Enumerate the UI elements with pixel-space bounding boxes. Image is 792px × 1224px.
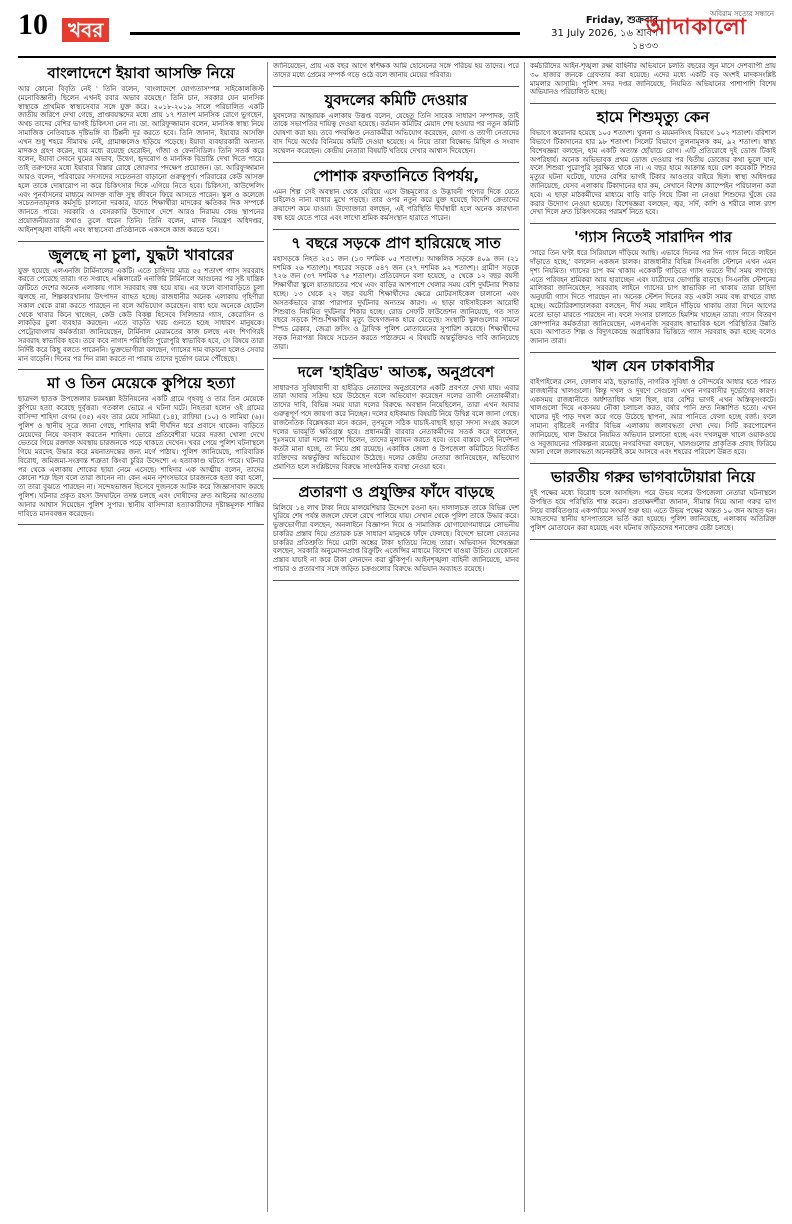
news-article [273,91,519,156]
page-number: 10 [18,8,48,41]
newspaper-logo [646,10,776,46]
article-divider [530,103,776,104]
article-headline[interactable]: মা ও তিন মেয়েকে কুপিয়ে হত্যা [47,374,235,393]
article-body: সাধারণত সুবিধাবাদী বা হাইব্রিড নেতাদের অনুপ্রবেশের একটি প্রবণতা দেখা যায়। এবার তারা আবার সক্রিয় হয়ে উঠেছেন বলে অভিযোগ করেছেন দলের ত্যাগী নেতাকর্মীরা। তাদের দাবি, বিভিন্ন সময় যারা দলের বিরুদ্ধে অবস্থান নিয়েছিলেন, তারা এখন আবার গুরুত্বপূর্ণ পদে জায়গা করে নিচ্ছেন। দলের হাইকমান্ড বিষয়টি নিয়ে উদ্বিগ্ন বলে জানা গেছে। রাজনৈতিক বিশ্লেষকরা মনে করেন, তৃণমূলে সঠিক যাচাই-বাছাই ছাড়া সদস্য সংগ্রহ করলে দলের ভাবমূর্তি ক্ষতিগ্রস্ত হবে। প্রধানমন্ত্রী বারবার নেতাকর্মীদের সতর্ক করে বলেছেন, দুঃসময়ে যারা দলের পাশে ছিলেন, তাদের মূল্যায়ন করতে হবে। তবে বাস্তবে সেই নির্দেশনা কতটা মানা হচ্ছে, তা নিয়ে প্রশ্ন রয়েছে। একাধিক জেলা ও উপজেলা কমিটিতে বিতর্কিত ব্যক্তিদের অন্তর্ভুক্তির অভিযোগ উঠেছে। দলের কেন্দ্রীয় নেতারা জানিয়েছেন, অভিযোগ প্রমাণিত হলে সংশ্লিষ্টদের বিরুদ্ধে সাংগঠনিক ব্যবস্থা নেওয়া হবে। [273,383,519,471]
section-title: খবর [62,18,109,42]
article-divider [273,358,519,359]
news-article [530,468,776,533]
article-headline[interactable]: বাংলাদেশে ইয়াবা আসক্তি নিয়ে [47,64,235,82]
column-1 [18,62,264,1212]
article-divider [530,352,776,353]
article-headline[interactable]: ভারতীয় গরুর ভাগবাটোয়ারা নিয়ে [551,468,755,487]
column-2 [273,62,519,1212]
article-divider [530,223,776,224]
article-body: বাইপাইলের লেন, ফোলাব মাঠ, ছড়াভাড়ি, নাগরিক সুবিধা ও সৌন্দর্যের আধার হতে পারত রাজধানীর খালগুলো। কিন্তু দখল ও দূষণে সেগুলো এখন নগরবাসীর দুর্ভোগের কারণ। একসময় রাজধানীতে অর্ধশতাধিক খাল ছিল, যার বেশির ভাগই এখন অস্তিত্বসংকটে। খালগুলো দিয়ে একসময় নৌকা চলাচল করত, বর্ষার পানি দ্রুত নিষ্কাশিত হতো। এখন খালের দুই পাড় দখল করে গড়ে উঠেছে স্থাপনা, আর পানিতে ফেলা হচ্ছে বর্জ্য। ফলে সামান্য বৃষ্টিতেই নগরীর বিভিন্ন এলাকায় জলাবদ্ধতা দেখা দেয়। সিটি করপোরেশন জানিয়েছে, খাল উদ্ধারে নিয়মিত অভিযান চালানো হচ্ছে এবং দখলমুক্ত খালে ওয়াকওয়ে ও সবুজায়নের পরিকল্পনা রয়েছে। নগরবিদরা বলছেন, খালগুলোর প্রাকৃতিক প্রবাহ ফিরিয়ে আনা গেলে জলাবদ্ধতা অনেকটাই কমে আসবে এবং শহরের পরিবেশ উন্নত হবে। [530,377,776,457]
masthead-divider [18,56,776,58]
article-divider [18,524,264,525]
news-article [273,167,519,223]
issue-date: 31 July 2026, ১৬ শ্রাবণ ১৪৩৩ [551,28,658,52]
article-divider [273,162,519,163]
article-headline[interactable]: হামে শিশুমৃত্যু কেন [596,108,710,127]
article-body: মহাসড়কে নিহত ২৫১ জন (১৩ দশমিক ০৫ শতাংশ)। আঞ্চলিক সড়কে ৪০৯ জন (২১ দশমিক ২৬ শতাংশ)। শহরের সড়কে ৫৪৭ জন (২৭ দশমিক ৯২ শতাংশ)। গ্রামীণ সড়কে ৭২৬ জন (৩৭ দশমিক ৭৫ শতাংশ)। প্রতিবেদনে বলা হয়েছে, ৫ থেকে ১২ বছর বয়সী শিক্ষার্থীরা স্কুলে যাতায়াতের পথে এবং বাড়ির আশপাশে খেলার সময় বেশি দুর্ঘটনার শিকার হচ্ছে। ১৩ থেকে ২২ বছর বয়সী শিক্ষার্থীদের ক্ষেত্রে মোটরসাইকেল চালানো এবং অসতর্কভাবে রাস্তা পারাপার দুর্ঘটনার অন্যতম কারণ। এ ছাড়া বাইসাইকেল আরোহী শিশুরাও নিয়মিত দুর্ঘটনার শিকার হচ্ছে। রোড সেফটি ফাউন্ডেশন জানিয়েছে, গত সাত বছরে সড়কে শিশু-শিক্ষার্থীর মৃত্যু উদ্বেগজনক হারে বেড়েছে। সংস্থাটি স্কুলগুলোর সামনে স্পিড ব্রেকার, জেব্রা ক্রসিং ও ট্রাফিক পুলিশ মোতায়েনের সুপারিশ করেছে। শিক্ষার্থীদের সড়ক নিরাপত্তা বিষয়ে সচেতন করতে পাঠ্যক্রমে এ বিষয়টি অন্তর্ভুক্তিরও দাবি জানিয়েছে তারা। [273,254,519,351]
article-body: কর্মচারীদের আইন-শৃঙ্খলা রক্ষা বাহিনীর অভিযানে চলতি বছরের জুন মাসে দেশব্যাপী প্রায় ৩০ হাজার জনকে গ্রেফতার করা হয়েছে। এদের মধ্যে একটি বড় অংশই মাদকসংশ্লিষ্ট মামলার আসামি। পুলিশ সদর দপ্তর জানিয়েছে, নিয়মিত অভিযানের পাশাপাশি বিশেষ অভিযানও পরিচালিত হচ্ছে। [530,62,776,97]
news-article [530,108,776,217]
article-headline[interactable]: 'গ্যাস নিতেই সারাদিন পার [574,228,732,247]
article-headline[interactable]: প্রতারণা ও প্রযুক্তির ফাঁদে বাড়ছে [298,482,494,501]
column-divider [267,62,268,1212]
article-divider [18,241,264,242]
article-headline[interactable]: ৭ বছরে সড়কে প্রাণ হারিয়েছে সাত [291,233,501,252]
logo-tagline: অবিরাম সত্যের সন্ধানে [710,10,774,18]
article-divider [273,229,519,230]
article-body: যুক্ত হয়েছে এলএনজি টার্মিনালের একটি। এতে চাহিদার মাত্র ৫৫ শতাংশ গ্যাস সরবরাহ করতে পেরেছে তারা। গত সপ্তাহে এক্সিলারেট এনার্জির টার্মিনালে আগুনের পর সৃষ্ট যান্ত্রিক ত্রুটিতে দেশের অনেক এলাকায় গ্যাস সরবরাহ বন্ধ হয়ে যায়। এর ফলে বাসাবাড়িতে চুলা জ্বলছে না, শিল্পকারখানায় উৎপাদন ব্যাহত হচ্ছে। রাজধানীর অনেক এলাকায় গৃহিণীরা সকাল থেকে রান্না করতে পারছেন না বলে অভিযোগ করেছেন। বাধ্য হয়ে অনেকে হোটেল থেকে খাবার কিনে খাচ্ছেন, কেউ কেউ বিকল্প হিসেবে সিলিন্ডার গ্যাস, কেরোসিন ও লাকড়ির চুলা ব্যবহার করছেন। এতে বাড়তি খরচ গুনতে হচ্ছে সাধারণ মানুষকে। পেট্রোবাংলার কর্মকর্তারা জানিয়েছেন, টার্মিনাল মেরামতের কাজ চলছে এবং শিগগিরই সরবরাহ স্বাভাবিক হবে। তবে কবে নাগাদ পরিস্থিতি পুরোপুরি স্বাভাবিক হবে, সে বিষয়ে তারা নির্দিষ্ট করে কিছু বলতে পারেননি। ভুক্তভোগীরা বলছেন, গ্যাসের দাম বাড়ানো হলেও সেবার মান বাড়েনি। দিনের পর দিন রান্না করতে না পারায় তাদের দুর্ভোগ চরমে পৌঁছেছে। [18,266,264,363]
news-article [530,62,776,97]
column-divider [524,62,525,1212]
masthead-rule [130,32,520,35]
news-article [273,483,519,574]
issue-day: Friday, শুক্রবার [585,15,658,26]
article-divider [530,539,776,540]
article-divider [530,463,776,464]
news-article [530,228,776,346]
article-divider [273,86,519,87]
article-headline[interactable]: জুলছে না চুলা, যুদ্ধটা খাবারের [48,245,234,264]
article-headline[interactable]: দলে 'হাইব্রিড' আতঙ্ক, অনুপ্রবেশ [297,362,495,381]
masthead [18,6,776,56]
article-body: এমন শিল্প সেই অবস্থান থেকে বেরিয়ে এসে উচ্চমূল্যের ও উদ্ভাবনী পণ্যের দিকে যেতে চাইলেও নানা বাধার মুখে পড়ছে। তার ওপর নতুন করে যুক্ত হয়েছে বিদেশি ক্রেতাদের ক্রয়াদেশ কমে যাওয়া। উদ্যোক্তারা বলছেন, এই পরিস্থিতি দীর্ঘস্থায়ী হলে অনেক কারখানা বন্ধ হয়ে যেতে পারে এবং লাখো শ্রমিক কর্মসংস্থান হারাতে পারেন। [273,187,519,222]
article-body: দুই পক্ষের মধ্যে বিরোধ চলে আসছিল। পরে উভয় দলের উপজেলা নেতারা ঘটনাস্থলে উপস্থিত হয়ে পরিস্থিতি শান্ত করেন। প্রত্যক্ষদর্শীরা জানান, সীমান্ত দিয়ে আনা গরুর ভাগ নিয়ে বাকবিতণ্ডার একপর্যায়ে সংঘর্ষ শুরু হয়। এতে উভয় পক্ষের অন্তত ১০ জন আহত হন। আহতদের স্থানীয় হাসপাতালে ভর্তি করা হয়েছে। পুলিশ জানিয়েছে, এলাকায় অতিরিক্ত পুলিশ মোতায়েন করা হয়েছে এবং ঘটনায় জড়িতদের শনাক্তের চেষ্টা চলছে। [530,489,776,533]
column-3 [530,62,776,1212]
news-article [18,374,264,518]
article-body: ছাত্রদল ছাতক উপজেলার চরমহল্লা ইউনিয়নের একটি গ্রামে গৃহবধূ ও তার তিন মেয়েকে কুপিয়ে হত্যা করেছে দুর্বৃত্তরা। গতকাল ভোরে এ ঘটনা ঘটে। নিহতরা হলেন ওই গ্রামের বাসিন্দা শাহিদা বেগম (৩৫) এবং তার মেয়ে সামিয়া (১৪), রাফিয়া (১০) ও লামিয়া (৬)। পুলিশ ও স্থানীয় সূত্রে জানা গেছে, শাহিদার স্বামী দীর্ঘদিন ধরে প্রবাসে থাকেন। বাড়িতে মেয়েদের নিয়ে বসবাস করতেন শাহিদা। ভোরে প্রতিবেশীরা ঘরের দরজা খোলা দেখে ভেতরে গিয়ে রক্তাক্ত অবস্থায় চারজনকে পড়ে থাকতে দেখেন। খবর পেয়ে পুলিশ ঘটনাস্থলে গিয়ে মরদেহ উদ্ধার করে ময়নাতদন্তের জন্য মর্গে পাঠায়। পুলিশ জানিয়েছে, পারিবারিক বিরোধ, জমিজমা-সংক্রান্ত শত্রুতা কিংবা চুরির উদ্দেশ্যে এ হত্যাকাণ্ড ঘটতে পারে। ঘটনার পর থেকে এলাকায় শোকের ছায়া নেমে এসেছে। শাহিদার এক আত্মীয় বলেন, তাদের কোনো শত্রু ছিল বলে তারা জানেন না। কেন এমন নৃশংসভাবে চারজনকে হত্যা করা হলো, তা তারা বুঝতে পারছেন না। সন্দেহভাজন হিসেবে দুজনকে আটক করে জিজ্ঞাসাবাদ করছে পুলিশ। ঘটনার প্রকৃত রহস্য উদঘাটনে তদন্ত চলছে এবং দোষীদের দ্রুত আইনের আওতায় আনার আশ্বাস দিয়েছেন পুলিশ সুপার। স্থানীয় বাসিন্দারা হত্যাকারীদের দৃষ্টান্তমূলক শাস্তির দাবিতে মানববন্ধন করেছেন। [18,395,264,518]
article-body: বিভাগে করোনার হয়েছে ১০৫ শতাংশ। খুলনা ও ময়মনসিংহ বিভাগে ১০২ শতাংশ। বরিশাল বিভাগে টিকাদানের হার ৯৮ শতাংশ। সিলেট বিভাগে তুলনামূলক কম, ৯২ শতাংশ। স্বাস্থ্য বিশেষজ্ঞরা বলছেন, হাম একটি অত্যন্ত ছোঁয়াচে রোগ। এটি প্রতিরোধে দুই ডোজ টিকাই অপরিহার্য। অনেক অভিভাবক প্রথম ডোজ দেওয়ার পর দ্বিতীয় ডোজের কথা ভুলে যান, ফলে শিশুরা পুরোপুরি সুরক্ষিত থাকে না। এ বছর হামে আক্রান্ত হয়ে বেশ কয়েকটি শিশুর মৃত্যুর ঘটনা ঘটেছে, যাদের বেশির ভাগই টিকার আওতার বাইরে ছিল। স্বাস্থ্য অধিদপ্তর জানিয়েছে, যেসব এলাকায় টিকাদানের হার কম, সেখানে বিশেষ ক্যাম্পেইন পরিচালনা করা হবে। এ ছাড়া মাঠকর্মীদের মাধ্যমে বাড়ি বাড়ি গিয়ে টিকা না নেওয়া শিশুদের খুঁজে বের করার উদ্যোগ নেওয়া হয়েছে। বিশেষজ্ঞরা বলছেন, জ্বর, সর্দি, কাশি ও শরীরে লাল র‍্যাশ দেখা দিলে দ্রুত চিকিৎসকের পরামর্শ নিতে হবে। [530,129,776,217]
news-article [18,64,264,235]
dateline [538,14,658,53]
article-body: আর কোনো বিবৃতি নেই ' তিনি বলেন, 'বাংলাদেশে যোগ্যতাসম্পন্ন সাইকোলজিস্ট (মনোবিজ্ঞানী) ছিলেন এখনই রবার অভাব রয়েছে।' তিনি চান, সরকার যেন মানসিক স্বাস্থ্যকে প্রাথমিক স্বাস্থ্যসেবার সঙ্গে যুক্ত করে। ২০১৮-২০১৯ সালে পরিচালিত একটি জাতীয় জরিপে দেখা গেছে, প্রাপ্তবয়স্কদের মধ্যে প্রায় ১৭ শতাংশ মানসিক রোগে ভুগছেন, অথচ তাদের বেশির ভাগই চিকিৎসা নেন না। ডা. আরিফুজ্জামান বলেন, মানসিক স্বাস্থ্য নিয়ে সামাজিক নেতিবাচক দৃষ্টিভঙ্গি বা টিপ্পনী দূর করতে হবে। তিনি জানান, ইয়াবার আসক্তি এখন শুধু শহরে সীমাবদ্ধ নেই, গ্রামাঞ্চলেও ছড়িয়ে পড়েছে। ইয়াবা ব্যবহারকারী অন্যান্য মাদকও গ্রহণ করেন, যার মধ্যে রয়েছে হেরোইন, গাঁজা ও ফেনসিডিল। তিনি সতর্ক করে বলেন, ইয়াবা সেবনে ঘুমের অভাব, উদ্বেগ, হৃদরোগ ও মানসিক বিভ্রান্তি দেখা দিতে পারে। তাই তরুণদের মধ্যে ইয়াবার বিস্তার রোধে জোরদার পদক্ষেপ প্রয়োজন। ডা. আরিফুজ্জামান আরও বলেন, পরিবারের সদস্যদের সচেতনতা বাড়ানো গুরুত্বপূর্ণ। পরিবারের কেউ আসক্ত হলে তাকে দোষারোপ না করে চিকিৎসার দিকে এগিয়ে নিতে হবে। চিকিৎসা, কাউন্সেলিং এবং পুনর্বাসনের মাধ্যমে আসক্ত ব্যক্তি সুস্থ জীবনে ফিরে আসতে পারেন। স্কুল ও কলেজে সচেতনতামূলক কর্মসূচি চালানো দরকার, যাতে শিক্ষার্থীরা মাদকের ক্ষতিকর দিক সম্পর্কে জানতে পারে। সরকারি ও বেসরকারি উদ্যোগে দেশে আরও নিরাময় কেন্দ্র স্থাপনের প্রয়োজনীয়তার কথাও তুলে ধরেন তিনি। তিনি বলেন, মাদক নিয়ন্ত্রণ অধিদপ্তর, আইনশৃঙ্খলা বাহিনী এবং স্বাস্থ্যসেবা প্রতিষ্ঠানকে একসঙ্গে কাজ করতে হবে। [18,85,264,234]
news-article [18,246,264,364]
news-article [273,234,519,352]
article-headline[interactable]: খাল যেন ঢাকাবাসীর [591,356,715,375]
article-headline[interactable]: পোশাক রফতানিতে বিপর্যয়, [312,166,480,185]
article-divider [273,580,519,581]
article-body: মিলিয়ে ১৪ লাখ টাকা নিয়ে মালয়েশিয়ার উদ্দেশে রওনা হন। দালালচক্র তাকে বিভিন্ন দেশ ঘুরিয়ে শেষ পর্যন্ত জঙ্গলে ফেলে রেখে পালিয়ে যায়। সেখান থেকে পুলিশ তাকে উদ্ধার করে। ভুক্তভোগীরা বলছেন, অনলাইনে বিজ্ঞাপন দিয়ে ও সামাজিক যোগাযোগমাধ্যমে লোভনীয় চাকরির প্রস্তাব দিয়ে প্রতারক চক্র সাধারণ মানুষকে ফাঁদে ফেলছে। বিদেশে ভালো বেতনের চাকরির প্রতিশ্রুতি দিয়ে মোটা অঙ্কের টাকা হাতিয়ে নিচ্ছে তারা। অভিবাসন বিশেষজ্ঞরা বলছেন, সরকারি অনুমোদনপ্রাপ্ত রিক্রুটিং এজেন্সির মাধ্যমে বিদেশে যাওয়া উচিত। যেকোনো প্রস্তাব যাচাই না করে টাকা লেনদেন করা ঝুঁকিপূর্ণ। আইনশৃঙ্খলা বাহিনী জানিয়েছে, মানব পাচার ও প্রতারণার সঙ্গে জড়িত চক্রগুলোর বিরুদ্ধে অভিযান অব্যাহত রয়েছে। [273,503,519,574]
news-article [530,357,776,457]
article-headline[interactable]: যুবদলের কমিটি দেওয়ার [324,90,468,109]
article-divider [273,478,519,479]
article-divider [18,369,264,370]
news-article [273,62,519,80]
article-body: যুবদলের আহ্বায়ক এলাকায় উত্তপ্ত বলেন, যেহেতু তিনি সাবেক সাধারণ সম্পাদক, তাই তাকে সভাপতির দায়িত্ব দেওয়া হয়েছে। বর্তমান কমিটির মেয়াদ শেষ হওয়ার পর নতুন কমিটি ঘোষণা করা হয়। তবে পদবঞ্চিত নেতাকর্মীরা অভিযোগ করেছেন, যোগ্য ও ত্যাগী নেতাদের বাদ দিয়ে অর্থের বিনিময়ে কমিটি দেওয়া হয়েছে। এ নিয়ে তারা বিক্ষোভ মিছিল ও সংবাদ সম্মেলন করেছেন। কেন্দ্রীয় নেতারা বিষয়টি খতিয়ে দেখার আশ্বাস দিয়েছেন। [273,111,519,155]
logo-wordmark: আদাকালো [646,15,747,40]
article-body: জানিয়েছেন, প্রায় এক বছর আগে স্বশিক্ষক আমি হোসেনের সঙ্গে পরিচয় হয় তাদের। পরে তাদের মধ্যে প্রেমের সম্পর্ক গড়ে ওঠে বলে জানায় মেয়ের পরিবার। [273,62,519,79]
news-article [273,363,519,472]
article-body: 'সারে তিন ঘণ্টা ধরে সিরিয়ালে দাঁড়িয়ে আছি। এভাবে দিনের পর দিন গ্যাস নিতে লাইনে দাঁড়াতে হচ্ছে,' বললেন একজন চালক। রাজধানীর বিভিন্ন সিএনজি স্টেশনে এখন এমন দৃশ্য নিয়মিত। গ্যাসের চাপ কম থাকায় একেকটি গাড়িতে গ্যাস ভরতে দীর্ঘ সময় লাগছে। এতে পরিবহন শ্রমিকরা আয় হারাচ্ছেন এবং যাত্রীদের ভোগান্তি বাড়ছে। সিএনজি স্টেশনের মালিকরা জানিয়েছেন, সরবরাহ লাইনে গ্যাসের চাপ স্বাভাবিক না থাকায় তারা চাহিদা অনুযায়ী গ্যাস দিতে পারছেন না। অনেক স্টেশন দিনের বড় একটা সময় বন্ধ রাখতে বাধ্য হচ্ছে। অটোরিকশাচালকরা বলছেন, দীর্ঘ সময় লাইনে দাঁড়িয়ে থাকায় তারা দিনে আগের মতো ভাড়া মারতে পারছেন না। ফলে সংসার চালাতে হিমশিম খাচ্ছেন তারা। গ্যাস বিতরণ কোম্পানির কর্মকর্তারা জানিয়েছেন, এলএনজি সরবরাহ স্বাভাবিক হলে পরিস্থিতির উন্নতি হবে। আপাতত শিল্প ও বিদ্যুৎকেন্দ্রে অগ্রাধিকার ভিত্তিতে গ্যাস সরবরাহ করা হচ্ছে বলেও জানান তারা। [530,249,776,346]
